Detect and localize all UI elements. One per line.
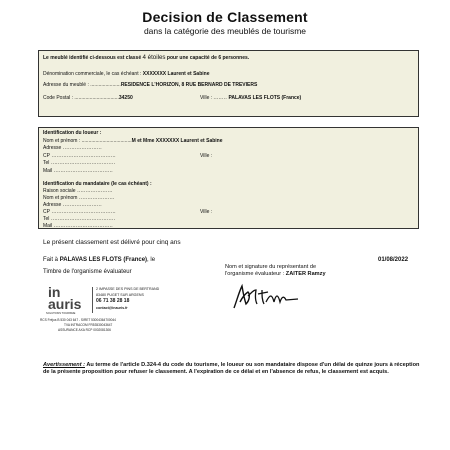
warning-paragraph [43,362,421,376]
classification-intro: Le meublé identifié ci-dessous est classé 4 étoiles pour une capacité de 6 personnes. [43,54,250,61]
signature-image [228,282,308,312]
loueur-tel-row: Tel ...................................... [43,160,116,166]
signature-label-2: l'organisme évaluateur : ZAITER Ramzy [225,271,326,277]
fait-row: Fait à PALAVAS LES FLOTS (France), le [43,257,156,263]
mandataire-address-row: Adresse ....................... [43,202,102,208]
stamp-address-line-2: 83480 PUGET SUR ARGENS [96,293,144,297]
stamp-email: contact@inauris.fr [96,306,128,310]
postal-code-row: Code Postal : ................................34250 [43,95,133,101]
warning-text: Au terme de l'article D.324-4 du code du tourisme, le loueur ou son mandataire dispose d'un délai de quinze jours à réception de la présente proposition pour refuser le classement. A l'expiration de ce délai et en l'absence de refus, le classement est acquis. [43,362,420,376]
mandataire-name-row: Nom et prénom ..................... [43,195,115,201]
page-title: Decision de Classement [142,9,308,25]
signature-name: ZAITER Ramzy [285,271,326,277]
stamp-assurance: ASSURANCE AXA RCP 0002081306 [58,328,111,332]
timbre-label: Timbre de l'organisme évaluateur [43,269,132,275]
loueur-mail-row: Mail ................................... [43,168,113,174]
fait-date: 01/08/2022 [378,257,409,263]
city-row: Ville : ........ PALAVAS LES FLOTS (France) [200,95,302,101]
warning-label: Avertissement : [43,362,85,368]
loueur-cp-row: CP ...................................... [43,153,116,159]
stamp-phone: 06 71 38 28 18 [96,298,130,304]
postal-code-value: 34250 [118,95,133,101]
fait-place: PALAVAS LES FLOTS (France) [59,257,148,263]
loueur-city-row: Ville : [200,153,213,159]
signature-label-1: Nom et signature du représentant de [225,264,317,270]
mandataire-raison-row: Raison sociale ..................... [43,188,113,194]
mandataire-cp-row: CP ...................................... [43,209,116,215]
loueur-title: Identification du loueur : [43,130,102,136]
validity-text: Le présent classement est délivré pour cinq ans [43,239,181,246]
page-subtitle: dans la catégorie des meublés de tourisme [143,26,307,36]
denomination-value: XXXXXXX Laurent et Sabine [142,71,210,77]
company-stamp [42,286,162,336]
denomination-row: Dénomination commerciale, le cas échéant : XXXXXXX Laurent et Sabine [43,71,210,77]
stamp-tva: TVA INTRACOM FR53530043647 [64,323,113,327]
city-value: PALAVAS LES FLOTS (France) [228,95,302,101]
address-value: RESIDENCE L'HORIZON, 8 RUE BERNARD DE TREVIERS [120,82,258,88]
mandataire-tel-row: Tel ...................................... [43,216,116,222]
loueur-name-row: Nom et prénom : ....................................M et Mme XXXXXXX Laurent et Sabine [43,138,223,144]
mandataire-city-row: Ville : [200,209,213,215]
inauris-logo: in auris [48,284,82,312]
mandataire-title: Identification du mandataire (le cas échéant) : [43,181,152,187]
loueur-name-value: M et Mme XXXXXXX Laurent et Sabine [131,138,223,144]
address-row: Adresse du meublé : ......................RESIDENCE L'HORIZON, 8 RUE BERNARD DE TREVIERS [43,82,258,88]
stamp-divider [92,287,93,313]
mandataire-mail-row: Mail ................................... [43,223,113,229]
stamp-rcs: RCS Fréjus B 530 043 647 - SIRET 53004364700044 [40,318,116,322]
loueur-address-row: Adresse ....................... [43,145,102,151]
stars-value: 4 étoiles [142,54,166,61]
logo-tagline: SOLUTIONS TOURISME [46,312,76,315]
stamp-address-line-1: 2 IMPASSE DES PINS DE BERTRAND [96,287,160,291]
